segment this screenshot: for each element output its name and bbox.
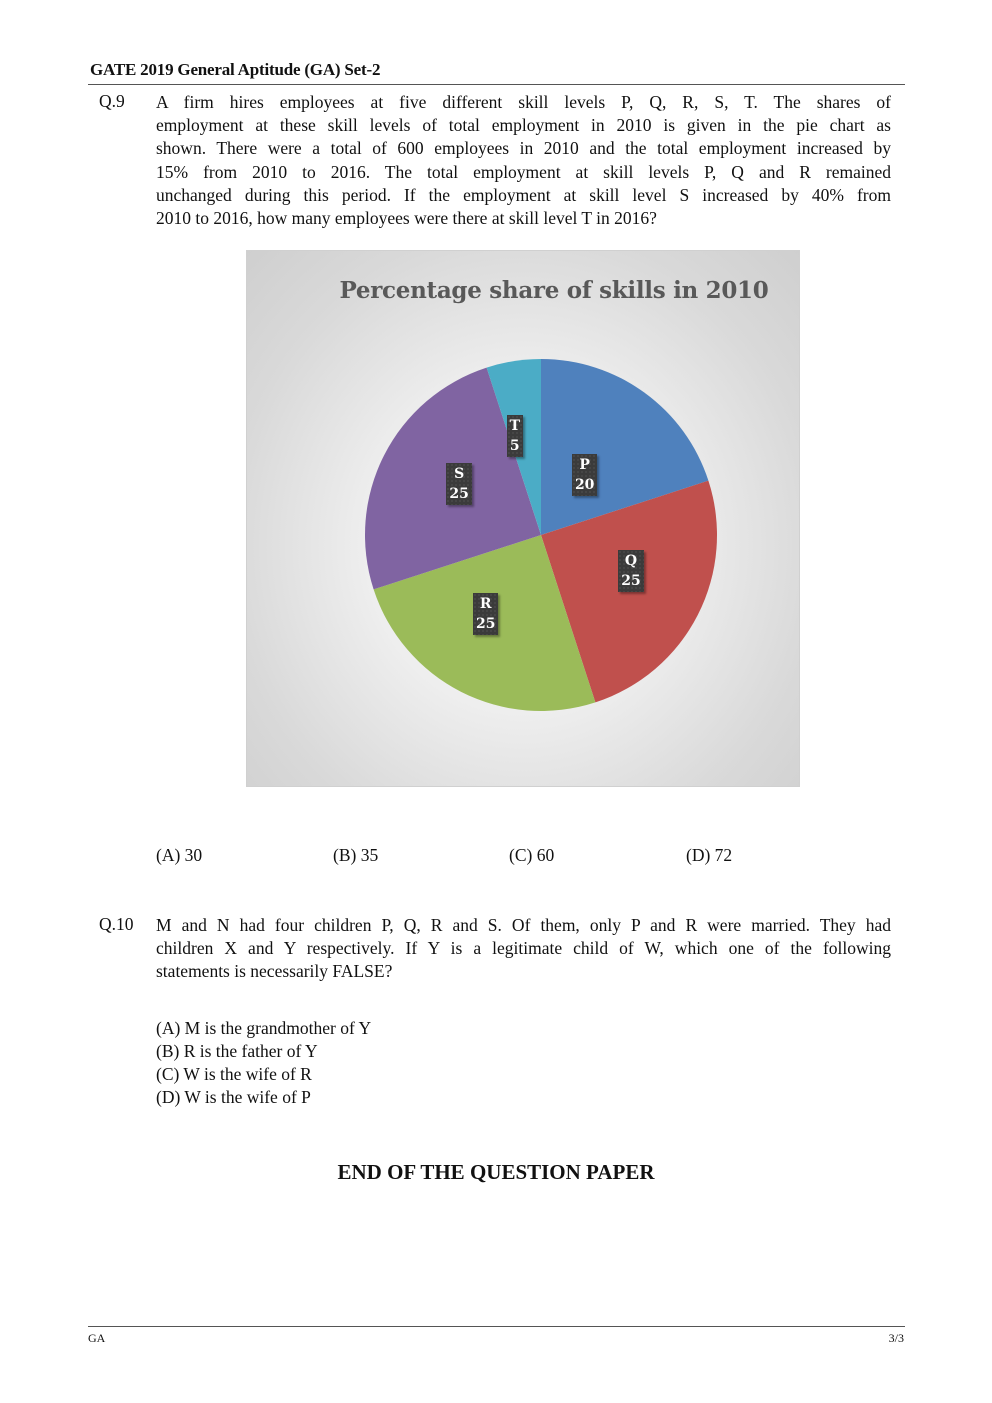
question-10-options	[156, 1017, 371, 1109]
q10-line: M and N had four children P, Q, R and S. Of them, only P and R were married. They had	[156, 915, 891, 935]
data-label-q: Q 25	[618, 550, 643, 592]
end-of-paper-heading: END OF THE QUESTION PAPER	[337, 1160, 655, 1184]
q10-option-a[interactable]: (A) M is the grandmother of Y	[156, 1018, 372, 1038]
q10-line: children X and Y respectively. If Y is a legitimate child of W, which one of the following	[156, 938, 891, 959]
q10-option-b[interactable]: (B) R is the father of Y	[156, 1041, 318, 1061]
footer-page-number: 3/3	[888, 1331, 904, 1345]
q9-option-d[interactable]: (D) 72	[686, 845, 733, 865]
page-header-title: GATE 2019 General Aptitude (GA) Set-2	[90, 60, 381, 79]
q9-line: unchanged during this period. If the employment at skill level S increased by 40% from	[156, 184, 891, 205]
q9-line: shown. There were a total of 600 employees in 2010 and the total employment increased by	[156, 138, 891, 159]
question-9-text	[156, 91, 891, 230]
question-10-text	[156, 914, 891, 984]
data-label-t: T 5	[507, 415, 523, 457]
q10-option-d[interactable]: (D) W is the wife of P	[156, 1087, 311, 1107]
footer-left: GA	[88, 1331, 106, 1345]
pie-chart	[246, 250, 800, 787]
data-label-s: S 25	[446, 463, 471, 505]
q9-line: 15% from 2010 to 2016. The total employment at skill levels P, Q and R remained	[156, 161, 891, 182]
data-label-p: P 20	[572, 454, 597, 496]
q9-option-a[interactable]: (A) 30	[156, 845, 203, 865]
header-rule	[88, 84, 905, 85]
question-9-number: Q.9	[99, 91, 125, 111]
q9-line: employment at these skill levels of total employment in 2010 is given in the pie chart as	[156, 115, 891, 136]
chart-title: Percentage share of skills in 2010	[339, 277, 769, 304]
data-label-r: R 25	[473, 593, 498, 635]
q10-option-c[interactable]: (C) W is the wife of R	[156, 1064, 312, 1084]
question-10-number: Q.10	[99, 914, 134, 934]
q9-option-c[interactable]: (C) 60	[509, 845, 555, 865]
q9-line: 2010 to 2016, how many employees were there at skill level T in 2016?	[156, 208, 657, 229]
q9-line: A firm hires employees at five different skill levels P, Q, R, S, T. The shares of	[156, 92, 891, 112]
q10-line: statements is necessarily FALSE?	[156, 961, 393, 982]
q9-option-b[interactable]: (B) 35	[333, 845, 379, 865]
pie-chart-svg	[247, 251, 801, 788]
footer-rule	[88, 1326, 905, 1327]
